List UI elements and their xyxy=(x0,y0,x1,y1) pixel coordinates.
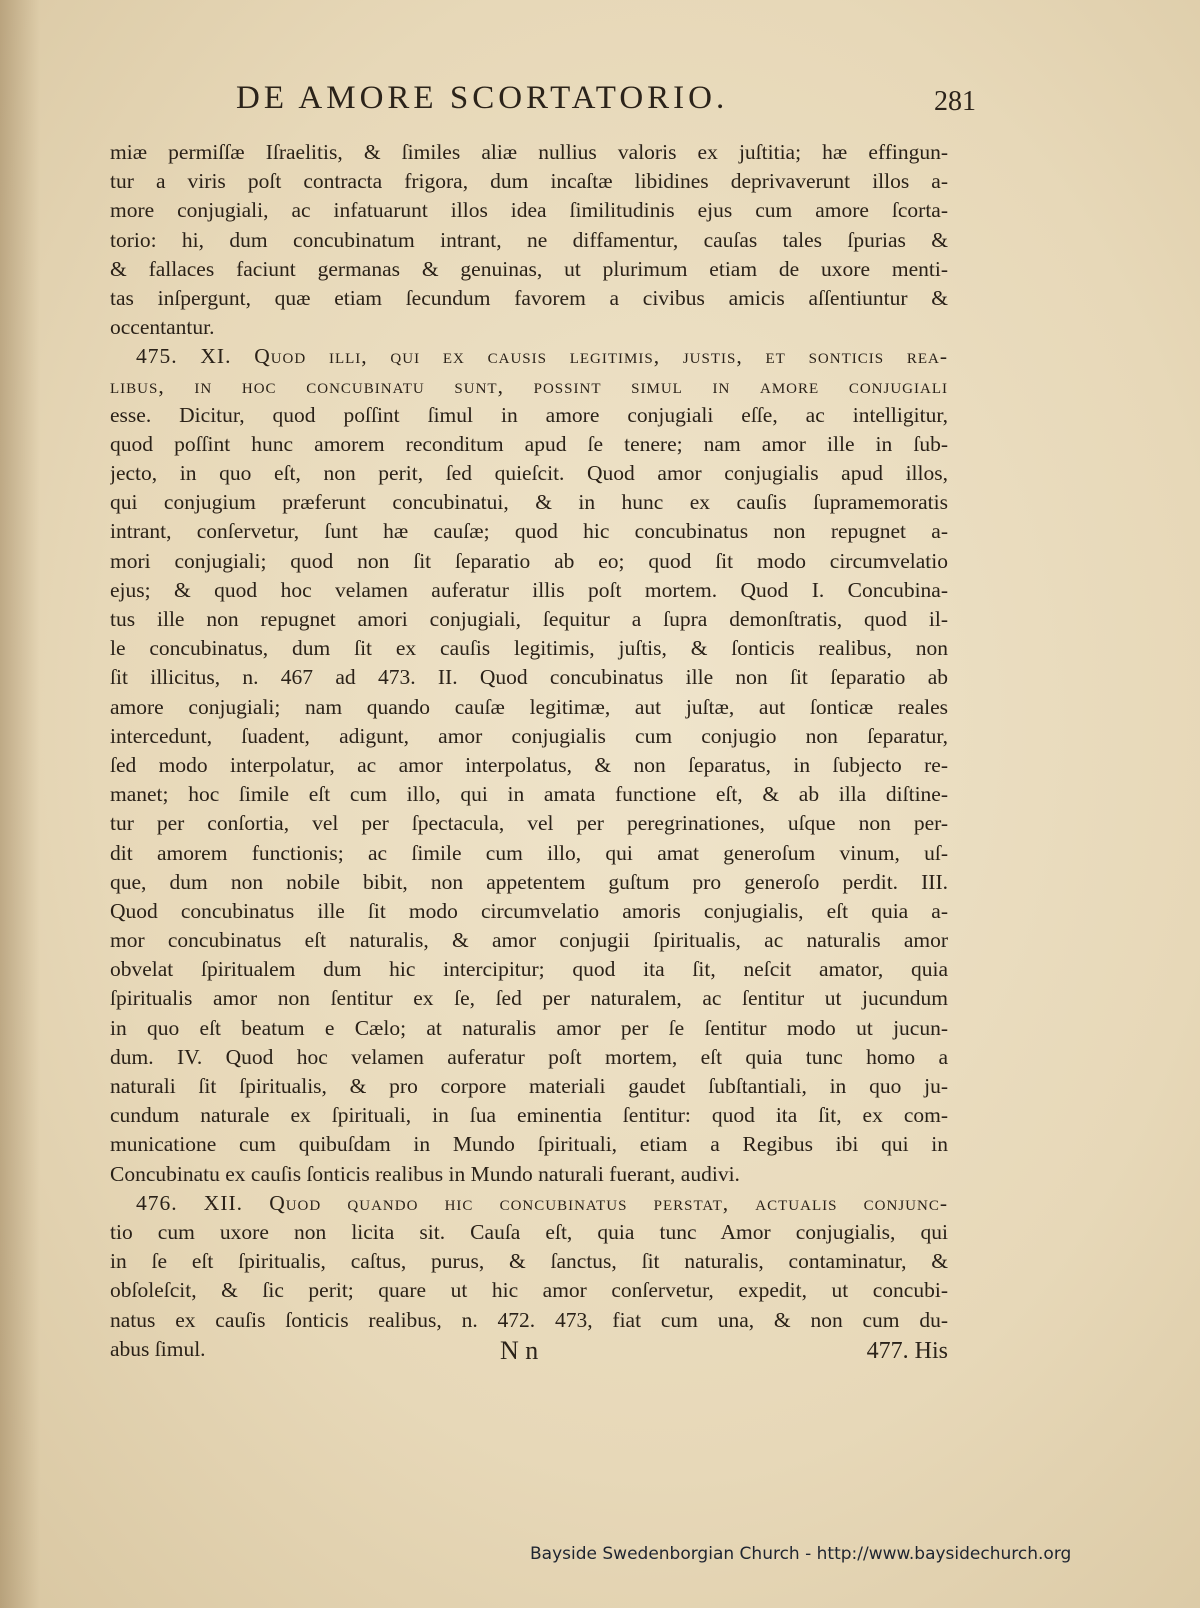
section-heading-476: 476. XII. Quod quando hic concubinatus perstat, actualis conjunc- xyxy=(136,1190,948,1215)
catchword: 477. His xyxy=(866,1338,948,1364)
section-heading-475: 475. XI. Quod illi, qui ex causis legitimis, justis, et sonticis rea- xyxy=(136,344,948,369)
text-line: cundum naturale ex ſpirituali, in ſua eminentia ſentitur: quod ita ſit, ex com- xyxy=(110,1103,948,1128)
text-line: in ſe eſt ſpiritualis, caſtus, purus, & ſanctus, ſit naturalis, contaminatur, & xyxy=(110,1249,948,1274)
signature-mark: N n xyxy=(500,1336,539,1365)
text-line: ſpiritualis amor non ſentitur ex ſe, ſed per naturalem, ac ſentitur ut jucundum xyxy=(110,986,948,1011)
text-line: tio cum uxore non licita sit. Cauſa eſt, quia tunc Amor conjugialis, qui xyxy=(110,1219,948,1244)
text-line: ſit illicitus, n. 467 ad 473. II. Quod concubinatus ille non ſit ſeparatio ab xyxy=(110,665,948,690)
text-line: obvelat ſpiritualem dum hic intercipitur; quod ita ſit, neſcit amator, quia xyxy=(110,957,948,982)
text-line: quod poſſint hunc amorem reconditum apud ſe tenere; nam amor ille in ſub- xyxy=(110,431,948,456)
spine-shadow xyxy=(0,0,40,1608)
text-line: Concubinatu ex cauſis ſonticis realibus in Mundo naturali fuerant, audivi. xyxy=(110,1161,740,1186)
text-line: miæ permiſſæ Iſraelitis, & ſimiles aliæ nullius valoris ex juſtitia; hæ effingun- xyxy=(110,140,948,164)
text-line: mor concubinatus eſt naturalis, & amor conjugii ſpiritualis, ac naturalis amor xyxy=(110,928,948,953)
text-line: more conjugiali, ac infatuarunt illos idea ſimilitudinis ejus cum amore ſcorta- xyxy=(110,198,948,223)
text-line: obſoleſcit, & ſic perit; quare ut hic amor conſervetur, expedit, ut concubi- xyxy=(110,1278,948,1303)
text-line: esse. Dicitur, quod poſſint ſimul in amore conjugiali eſſe, ac intelligitur, xyxy=(110,402,948,427)
text-line: in quo eſt beatum e Cælo; at naturalis amor per ſe ſentitur modo ut jucun- xyxy=(110,1015,948,1040)
text-line: municatione cum quibuſdam in Mundo ſpirituali, etiam a Regibus ibi qui in xyxy=(110,1132,948,1157)
page-footer xyxy=(110,1336,948,1376)
text-line: abus ſimul. xyxy=(110,1336,206,1361)
text-line: naturali ſit ſpiritualis, & pro corpore materiali gaudet ſubſtantiali, in quo ju- xyxy=(110,1074,948,1098)
section-heading-475-cont: libus, in hoc concubinatu sunt, possint simul in amore conjugiali xyxy=(110,373,948,398)
text-line: tur a viris poſt contracta frigora, dum incaſtæ libidines deprivaverunt illos a- xyxy=(110,169,948,194)
text-line: tus ille non repugnet amori conjugiali, ſequitur a ſupra demonſtratis, quod il- xyxy=(110,607,948,631)
text-line: natus ex cauſis ſonticis realibus, n. 472. 473, fiat cum una, & non cum du- xyxy=(110,1307,948,1332)
text-line: le concubinatus, dum ſit ex cauſis legitimis, juſtis, & ſonticis realibus, non xyxy=(110,636,948,661)
text-line: dum. IV. Quod hoc velamen auferatur poſt mortem, eſt quia tunc homo a xyxy=(110,1044,948,1069)
text-line: que, dum non nobile bibit, non appetentem guſtum pro generoſo perdit. III. xyxy=(110,869,948,894)
text-line: ſed modo interpolatur, ac amor interpolatus, & non ſeparatus, in ſubjecto re- xyxy=(110,752,948,777)
text-line: qui conjugium præferunt concubinatui, & in hunc ex cauſis ſupramemoratis xyxy=(110,490,948,515)
body-text xyxy=(110,138,948,1364)
text-line: tas inſpergunt, quæ etiam ſecundum favorem a civibus amicis aſſentiuntur & xyxy=(110,285,948,310)
text-line: manet; hoc ſimile eſt cum illo, qui in amata functione eſt, & ab illa diſtine- xyxy=(110,782,948,807)
text-line: mori conjugiali; quod non ſit ſeparatio ab eo; quod ſit modo circumvelatio xyxy=(110,548,948,573)
text-line: Quod concubinatus ille ſit modo circumvelatio amoris conjugialis, eſt quia a- xyxy=(110,898,948,923)
text-line: & fallaces faciunt germanas & genuinas, ut plurimum etiam de uxore menti- xyxy=(110,256,948,281)
text-line: intercedunt, ſuadent, adigunt, amor conjugialis cum conjugio non ſeparatur, xyxy=(110,723,948,748)
page-header xyxy=(236,80,976,120)
text-line: occentantur. xyxy=(110,315,215,340)
text-line: tur per conſortia, vel per ſpectacula, vel per peregrinationes, uſque non per- xyxy=(110,811,948,836)
text-line: intrant, conſervetur, ſunt hæ cauſæ; quod hic concubinatus non repugnet a- xyxy=(110,519,948,544)
source-watermark: Bayside Swedenborgian Church - http://www.baysidechurch.org xyxy=(530,1544,1072,1564)
text-line: dit amorem functionis; ac ſimile cum illo, qui amat generoſum vinum, uſ- xyxy=(110,840,948,865)
text-line: torio: hi, dum concubinatum intrant, ne diffamentur, cauſas tales ſpurias & xyxy=(110,227,948,252)
text-line: jecto, in quo eſt, non perit, ſed quieſcit. Quod amor conjugialis apud illos, xyxy=(110,461,948,486)
text-line: amore conjugiali; nam quando cauſæ legitimæ, aut juſtæ, aut ſonticæ reales xyxy=(110,694,948,719)
text-line: ejus; & quod hoc velamen auferatur illis poſt mortem. Quod I. Concubina- xyxy=(110,577,948,602)
page-number: 281 xyxy=(934,86,976,117)
running-title: DE AMORE SCORTATORIO. xyxy=(236,80,729,116)
